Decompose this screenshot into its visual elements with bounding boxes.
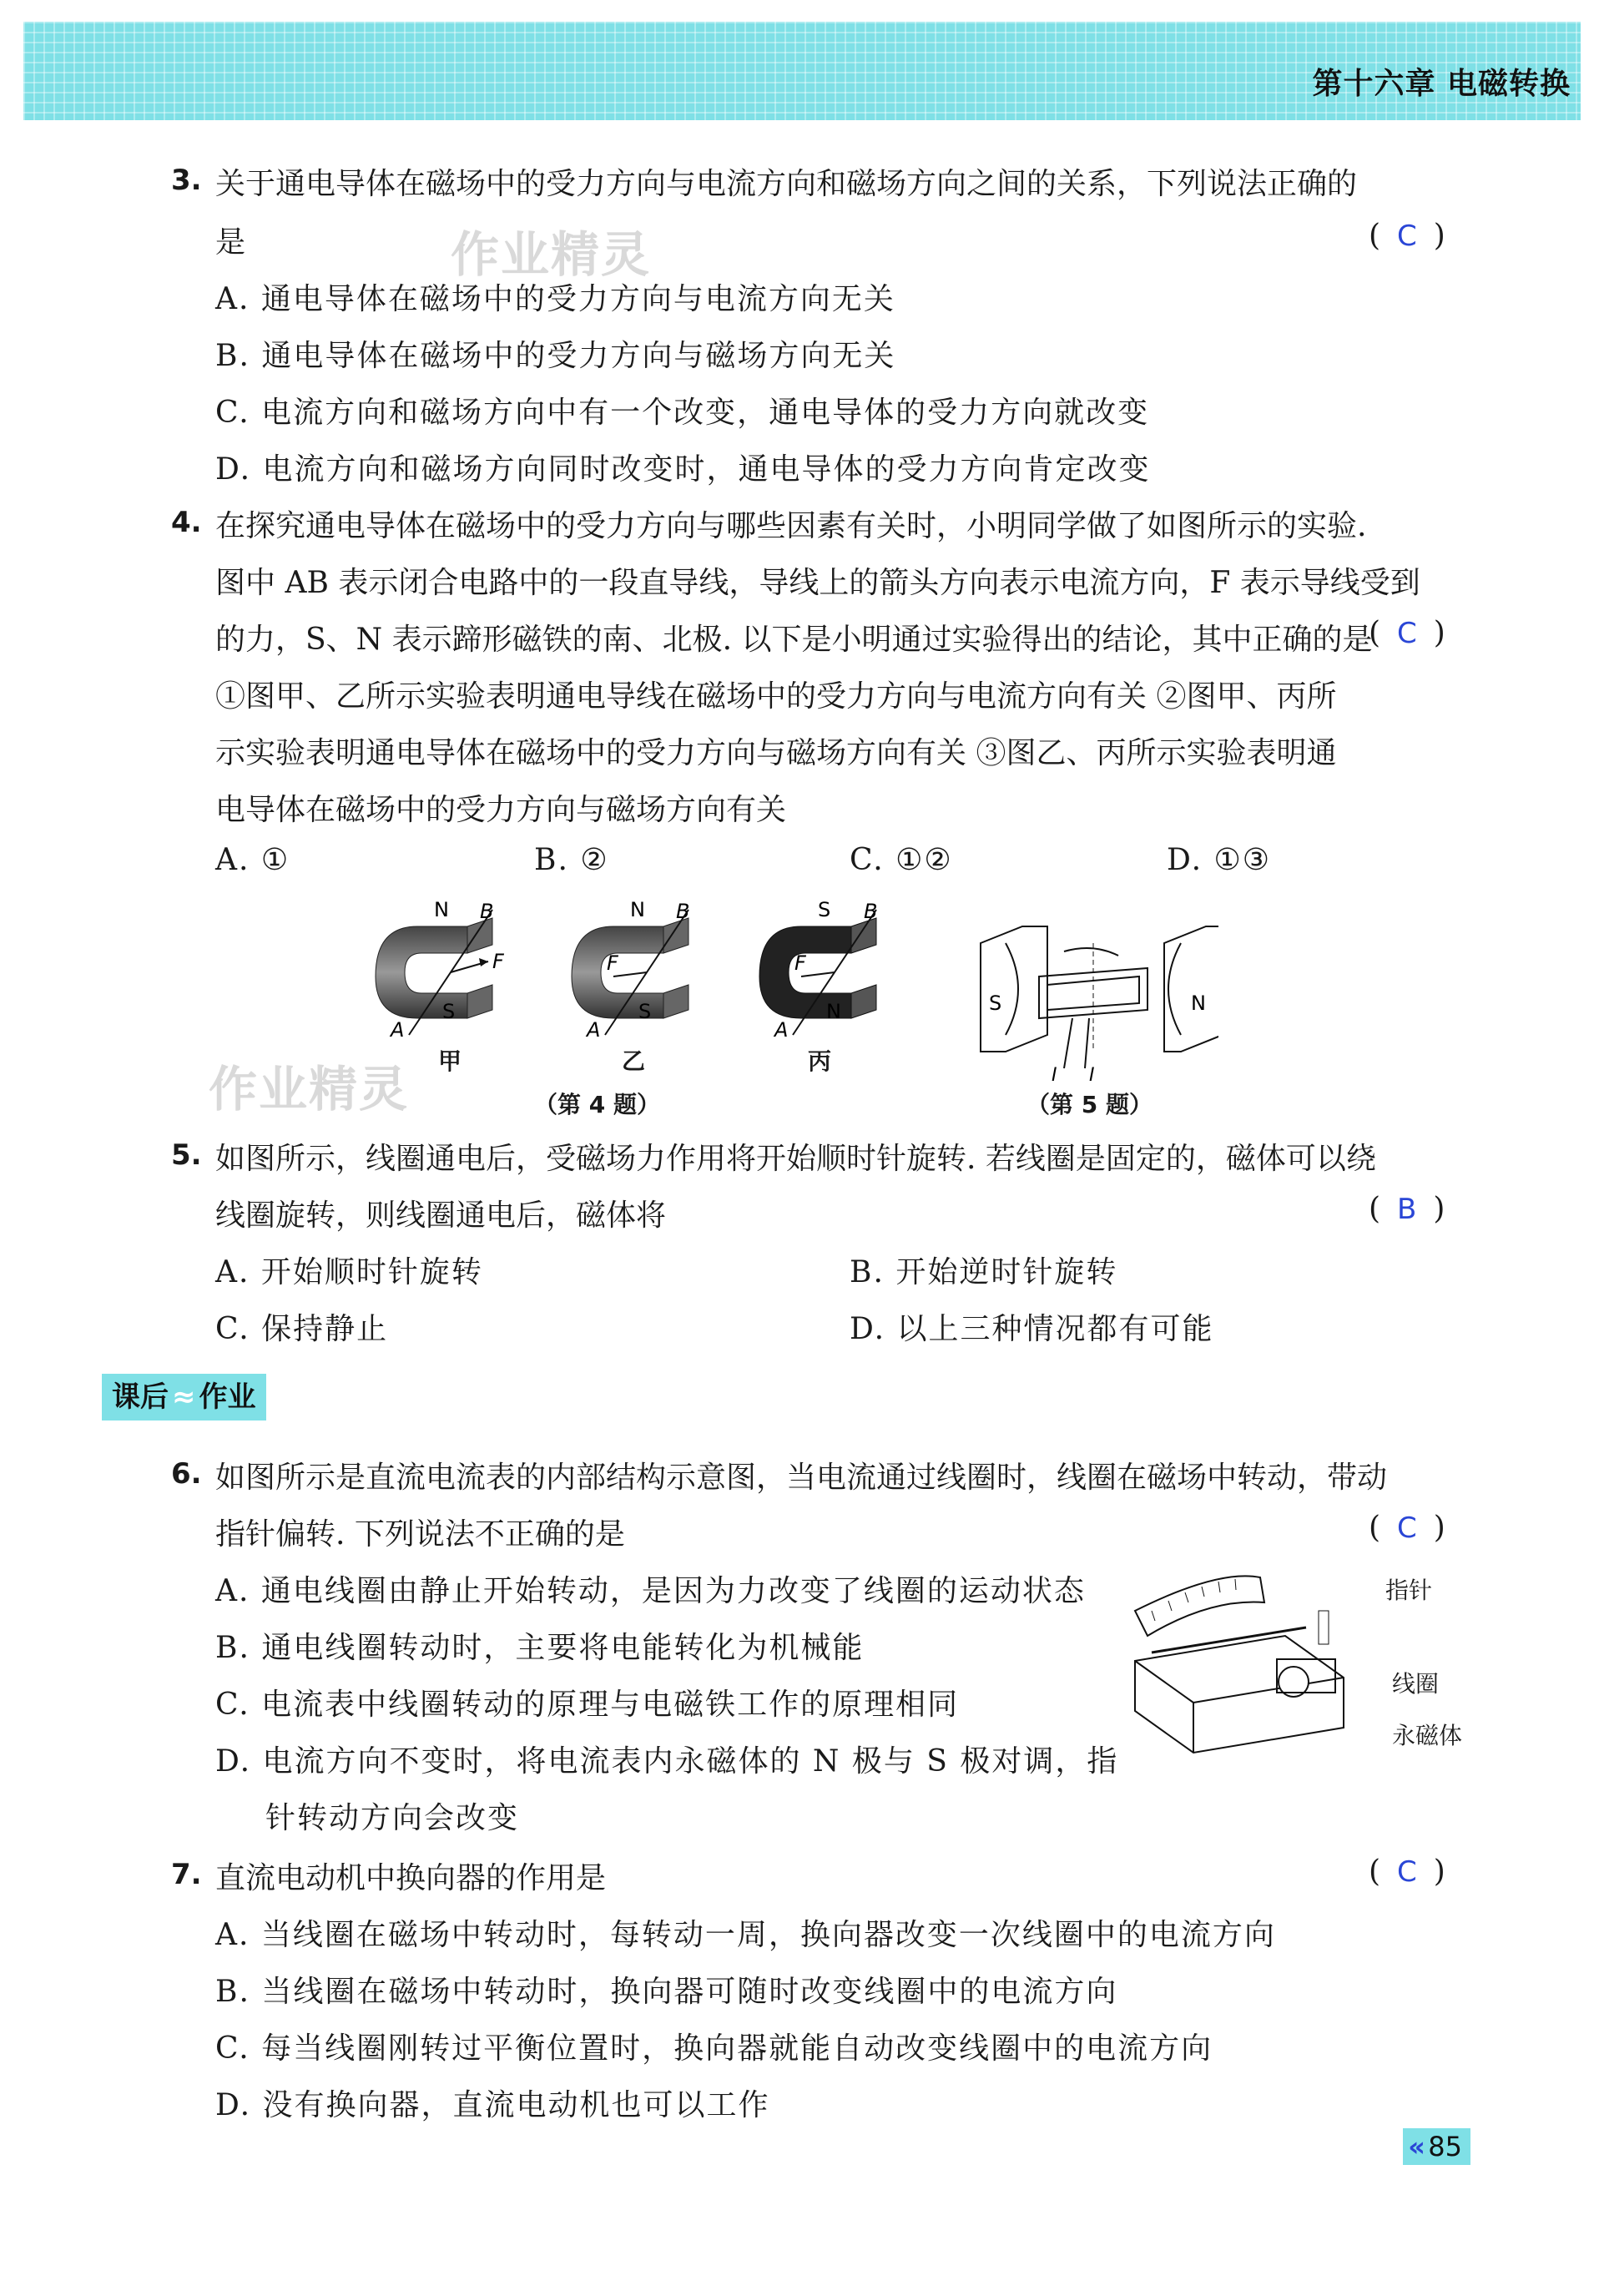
- q3-line2: 是: [215, 225, 246, 260]
- svg-text:B: B: [676, 900, 690, 923]
- q6-line1: 如图所示是直流电流表的内部结构示意图，当电流通过线圈时，线圈在磁场中转动，带动: [215, 1461, 1388, 1495]
- q7-option-c: C. 每当线圈刚转过平衡位置时，换向器就能自动改变线圈中的电流方向: [215, 2031, 1213, 2066]
- q6-option-d: D. 电流方向不变时，将电流表内永磁体的 N 极与 S 极对调，指: [215, 1744, 1119, 1779]
- q4-option-d: D. ①③: [1167, 843, 1272, 877]
- q7-line1: 直流电动机中换向器的作用是: [215, 1861, 607, 1895]
- q6-answer: ( C ): [1369, 1511, 1445, 1545]
- chapter-title: 第十六章 电磁转换: [1312, 67, 1571, 101]
- q3-number: 3.: [171, 164, 202, 197]
- svg-text:N: N: [630, 898, 645, 921]
- fig4-label-bing: 丙: [808, 1047, 832, 1075]
- q3-option-b: B. 通电导体在磁场中的受力方向与磁场方向无关: [215, 339, 896, 373]
- page-number: « 85: [1403, 2128, 1470, 2165]
- q6-number: 6.: [171, 1457, 202, 1491]
- q6-option-b: B. 通电线圈转动时，主要将电能转化为机械能: [215, 1631, 865, 1665]
- q4-line: 的力，S、N 表示蹄形磁铁的南、北极. 以下是小明通过实验得出的结论，其中正确的是: [215, 623, 1373, 657]
- label-coil: 线圈: [1392, 1670, 1440, 1698]
- watermark: 作业精灵: [451, 226, 652, 283]
- magnet-bing: [759, 898, 877, 1042]
- q5-option-c: C. 保持静止: [215, 1312, 389, 1346]
- q7-option-a: A. 当线圈在磁场中转动时，每转动一周，换向器改变一次线圈中的电流方向: [215, 1918, 1276, 1952]
- fig4-label-jia: 甲: [438, 1047, 462, 1075]
- svg-text:A: A: [587, 1018, 601, 1042]
- q5-option-d: D. 以上三种情况都有可能: [850, 1312, 1214, 1346]
- svg-text:B: B: [864, 900, 878, 923]
- q7-option-d: D. 没有换向器，直流电动机也可以工作: [215, 2088, 770, 2122]
- q5-line2: 线圈旋转，则线圈通电后，磁体将: [215, 1198, 667, 1233]
- q5-option-a: A. 开始顺时针旋转: [215, 1255, 483, 1289]
- watermark: 作业精灵: [209, 1061, 410, 1118]
- svg-text:S: S: [442, 1000, 456, 1023]
- magnet-jia: [376, 898, 505, 1042]
- q4-line: 电导体在磁场中的受力方向与磁场方向有关: [215, 793, 787, 827]
- double-chevron-icon: «: [1408, 2131, 1425, 2162]
- q3-option-d: D. 电流方向和磁场方向同时改变时，通电导体的受力方向肯定改变: [215, 452, 1151, 487]
- q5-option-b: B. 开始逆时针旋转: [850, 1255, 1118, 1289]
- q4-number: 4.: [171, 506, 202, 539]
- q6-option-d-cont: 针转动方向会改变: [265, 1801, 520, 1835]
- q6-line2: 指针偏转. 下列说法不正确的是: [215, 1517, 625, 1552]
- ammeter-diagram: [1127, 1561, 1377, 1769]
- q3-answer: ( C ): [1369, 219, 1445, 253]
- svg-text:S: S: [818, 898, 831, 921]
- label-magnet: 永磁体: [1392, 1722, 1463, 1749]
- magnet-yi: [572, 898, 689, 1042]
- q7-answer: ( C ): [1369, 1854, 1445, 1889]
- svg-text:N: N: [434, 898, 449, 921]
- q7-option-b: B. 当线圈在磁场中转动时，换向器可随时改变线圈中的电流方向: [215, 1975, 1118, 2009]
- fig4-caption: （第 4 题）: [534, 1091, 660, 1118]
- fig4-label-yi: 乙: [622, 1047, 646, 1075]
- q4-line: 示实验表明通电导体在磁场中的受力方向与磁场方向有关 ③图乙、丙所示实验表明通: [215, 736, 1337, 770]
- svg-text:S: S: [989, 992, 1002, 1015]
- q4-line: ①图甲、乙所示实验表明通电导线在磁场中的受力方向与电流方向有关 ②图甲、丙所: [215, 679, 1337, 714]
- fig5-caption: （第 5 题）: [1026, 1091, 1153, 1118]
- svg-text:A: A: [391, 1018, 405, 1042]
- q6-option-c: C. 电流表中线圈转动的原理与电磁铁工作的原理相同: [215, 1688, 960, 1722]
- q4-option-b: B. ②: [534, 843, 609, 877]
- label-pointer: 指针: [1385, 1577, 1433, 1604]
- svg-text:N: N: [1191, 992, 1206, 1015]
- svg-text:I: I: [1089, 1065, 1095, 1086]
- q6-option-a: A. 通电线圈由静止开始转动，是因为力改变了线圈的运动状态: [215, 1574, 1086, 1608]
- motor-diagram: [981, 926, 1218, 1086]
- section-badge: 课后 ≈ 作业: [102, 1374, 266, 1420]
- q5-line1: 如图所示，线圈通电后，受磁场力作用将开始顺时针旋转. 若线圈是固定的，磁体可以绕: [215, 1142, 1376, 1176]
- q4-line: 图中 AB 表示闭合电路中的一段直导线，导线上的箭头方向表示电流方向，F 表示导线受到: [215, 566, 1420, 600]
- q5-number: 5.: [171, 1138, 202, 1172]
- q3-option-c: C. 电流方向和磁场方向中有一个改变，通电导体的受力方向就改变: [215, 396, 1150, 430]
- q7-number: 7.: [171, 1858, 202, 1891]
- svg-text:F: F: [607, 951, 618, 975]
- svg-text:F: F: [794, 951, 806, 975]
- q4-option-c: C. ①②: [850, 843, 953, 877]
- svg-text:S: S: [638, 1000, 652, 1023]
- q4-line: 在探究通电导体在磁场中的受力方向与哪些因素有关时，小明同学做了如图所示的实验.: [215, 509, 1367, 543]
- svg-text:A: A: [774, 1018, 789, 1042]
- q3-option-a: A. 通电导体在磁场中的受力方向与电流方向无关: [215, 282, 895, 316]
- svg-text:B: B: [480, 900, 494, 923]
- q4-option-a: A. ①: [215, 843, 290, 877]
- svg-text:I: I: [1052, 1065, 1057, 1086]
- svg-text:N: N: [826, 1000, 841, 1023]
- svg-text:F: F: [492, 950, 504, 973]
- q4-answer: ( C ): [1369, 616, 1445, 650]
- q5-answer: ( B ): [1369, 1192, 1445, 1226]
- q3-line1: 关于通电导体在磁场中的受力方向与电流方向和磁场方向之间的关系，下列说法正确的: [215, 167, 1358, 201]
